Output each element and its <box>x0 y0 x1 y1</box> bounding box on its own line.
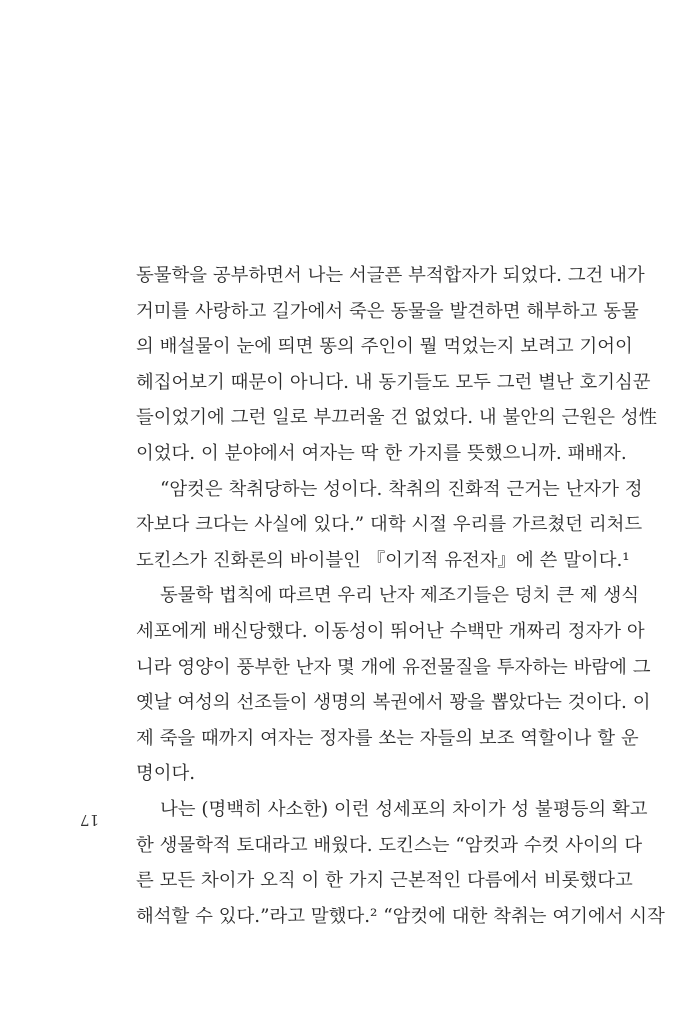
text-line: 의 배설물이 눈에 띄면 똥의 주인이 뭘 먹었는지 보려고 기어이 <box>136 336 633 358</box>
text-line: 헤집어보기 때문이 아니다. 내 동기들도 모두 그런 별난 호기심꾼 <box>136 371 651 393</box>
text-line: “암컷은 착취당하는 성이다. 착취의 진화적 근거는 난자가 정 <box>160 478 643 500</box>
text-line: 거미를 사랑하고 길가에서 죽은 동물을 발견하면 해부하고 동물 <box>136 300 639 322</box>
text-line: 니라 영양이 풍부한 난자 몇 개에 유전물질을 투자하는 바람에 그 <box>136 656 651 678</box>
text-line: 제 죽을 때까지 여자는 정자를 쏘는 자들의 보조 역할이나 할 운 <box>136 727 639 749</box>
text-line: 도킨스가 진화론의 바이블인 『이기적 유전자』에 쓴 말이다.¹ <box>136 549 630 571</box>
text-line: 명이다. <box>136 763 196 785</box>
text-line: 나는 (명백히 사소한) 이런 성세포의 차이가 성 불평등의 확고 <box>160 798 648 820</box>
text-line: 른 모든 차이가 오직 이 한 가지 근본적인 다름에서 비롯했다고 <box>136 870 633 892</box>
text-line: 동물학 법칙에 따르면 우리 난자 제조기들은 덩치 큰 제 생식 <box>160 585 639 607</box>
page-body-text <box>136 258 665 934</box>
text-line: 자보다 크다는 사실에 있다.” 대학 시절 우리를 가르쳤던 리처드 <box>136 514 643 536</box>
text-line: 세포에게 배신당했다. 이동성이 뛰어난 수백만 개짜리 정자가 아 <box>136 620 645 642</box>
text-line: 옛날 여성의 선조들이 생명의 복권에서 꽝을 뽑았다는 것이다. 이 <box>136 692 651 714</box>
text-line: 이었다. 이 분야에서 여자는 딱 한 가지를 뜻했으니까. 패배자. <box>136 442 627 464</box>
text-line: 한 생물학적 토대라고 배웠다. 도킨스는 “암컷과 수컷 사이의 다 <box>136 834 643 856</box>
text-line: 들이었기에 그런 일로 부끄러울 건 없었다. 내 불안의 근원은 성性 <box>136 407 657 429</box>
page-number: 17 <box>80 811 100 829</box>
text-line: 해석할 수 있다.”라고 말했다.² “암컷에 대한 착취는 여기에서 시작 <box>136 905 665 927</box>
text-line: 동물학을 공부하면서 나는 서글픈 부적합자가 되었다. 그건 내가 <box>136 265 645 286</box>
